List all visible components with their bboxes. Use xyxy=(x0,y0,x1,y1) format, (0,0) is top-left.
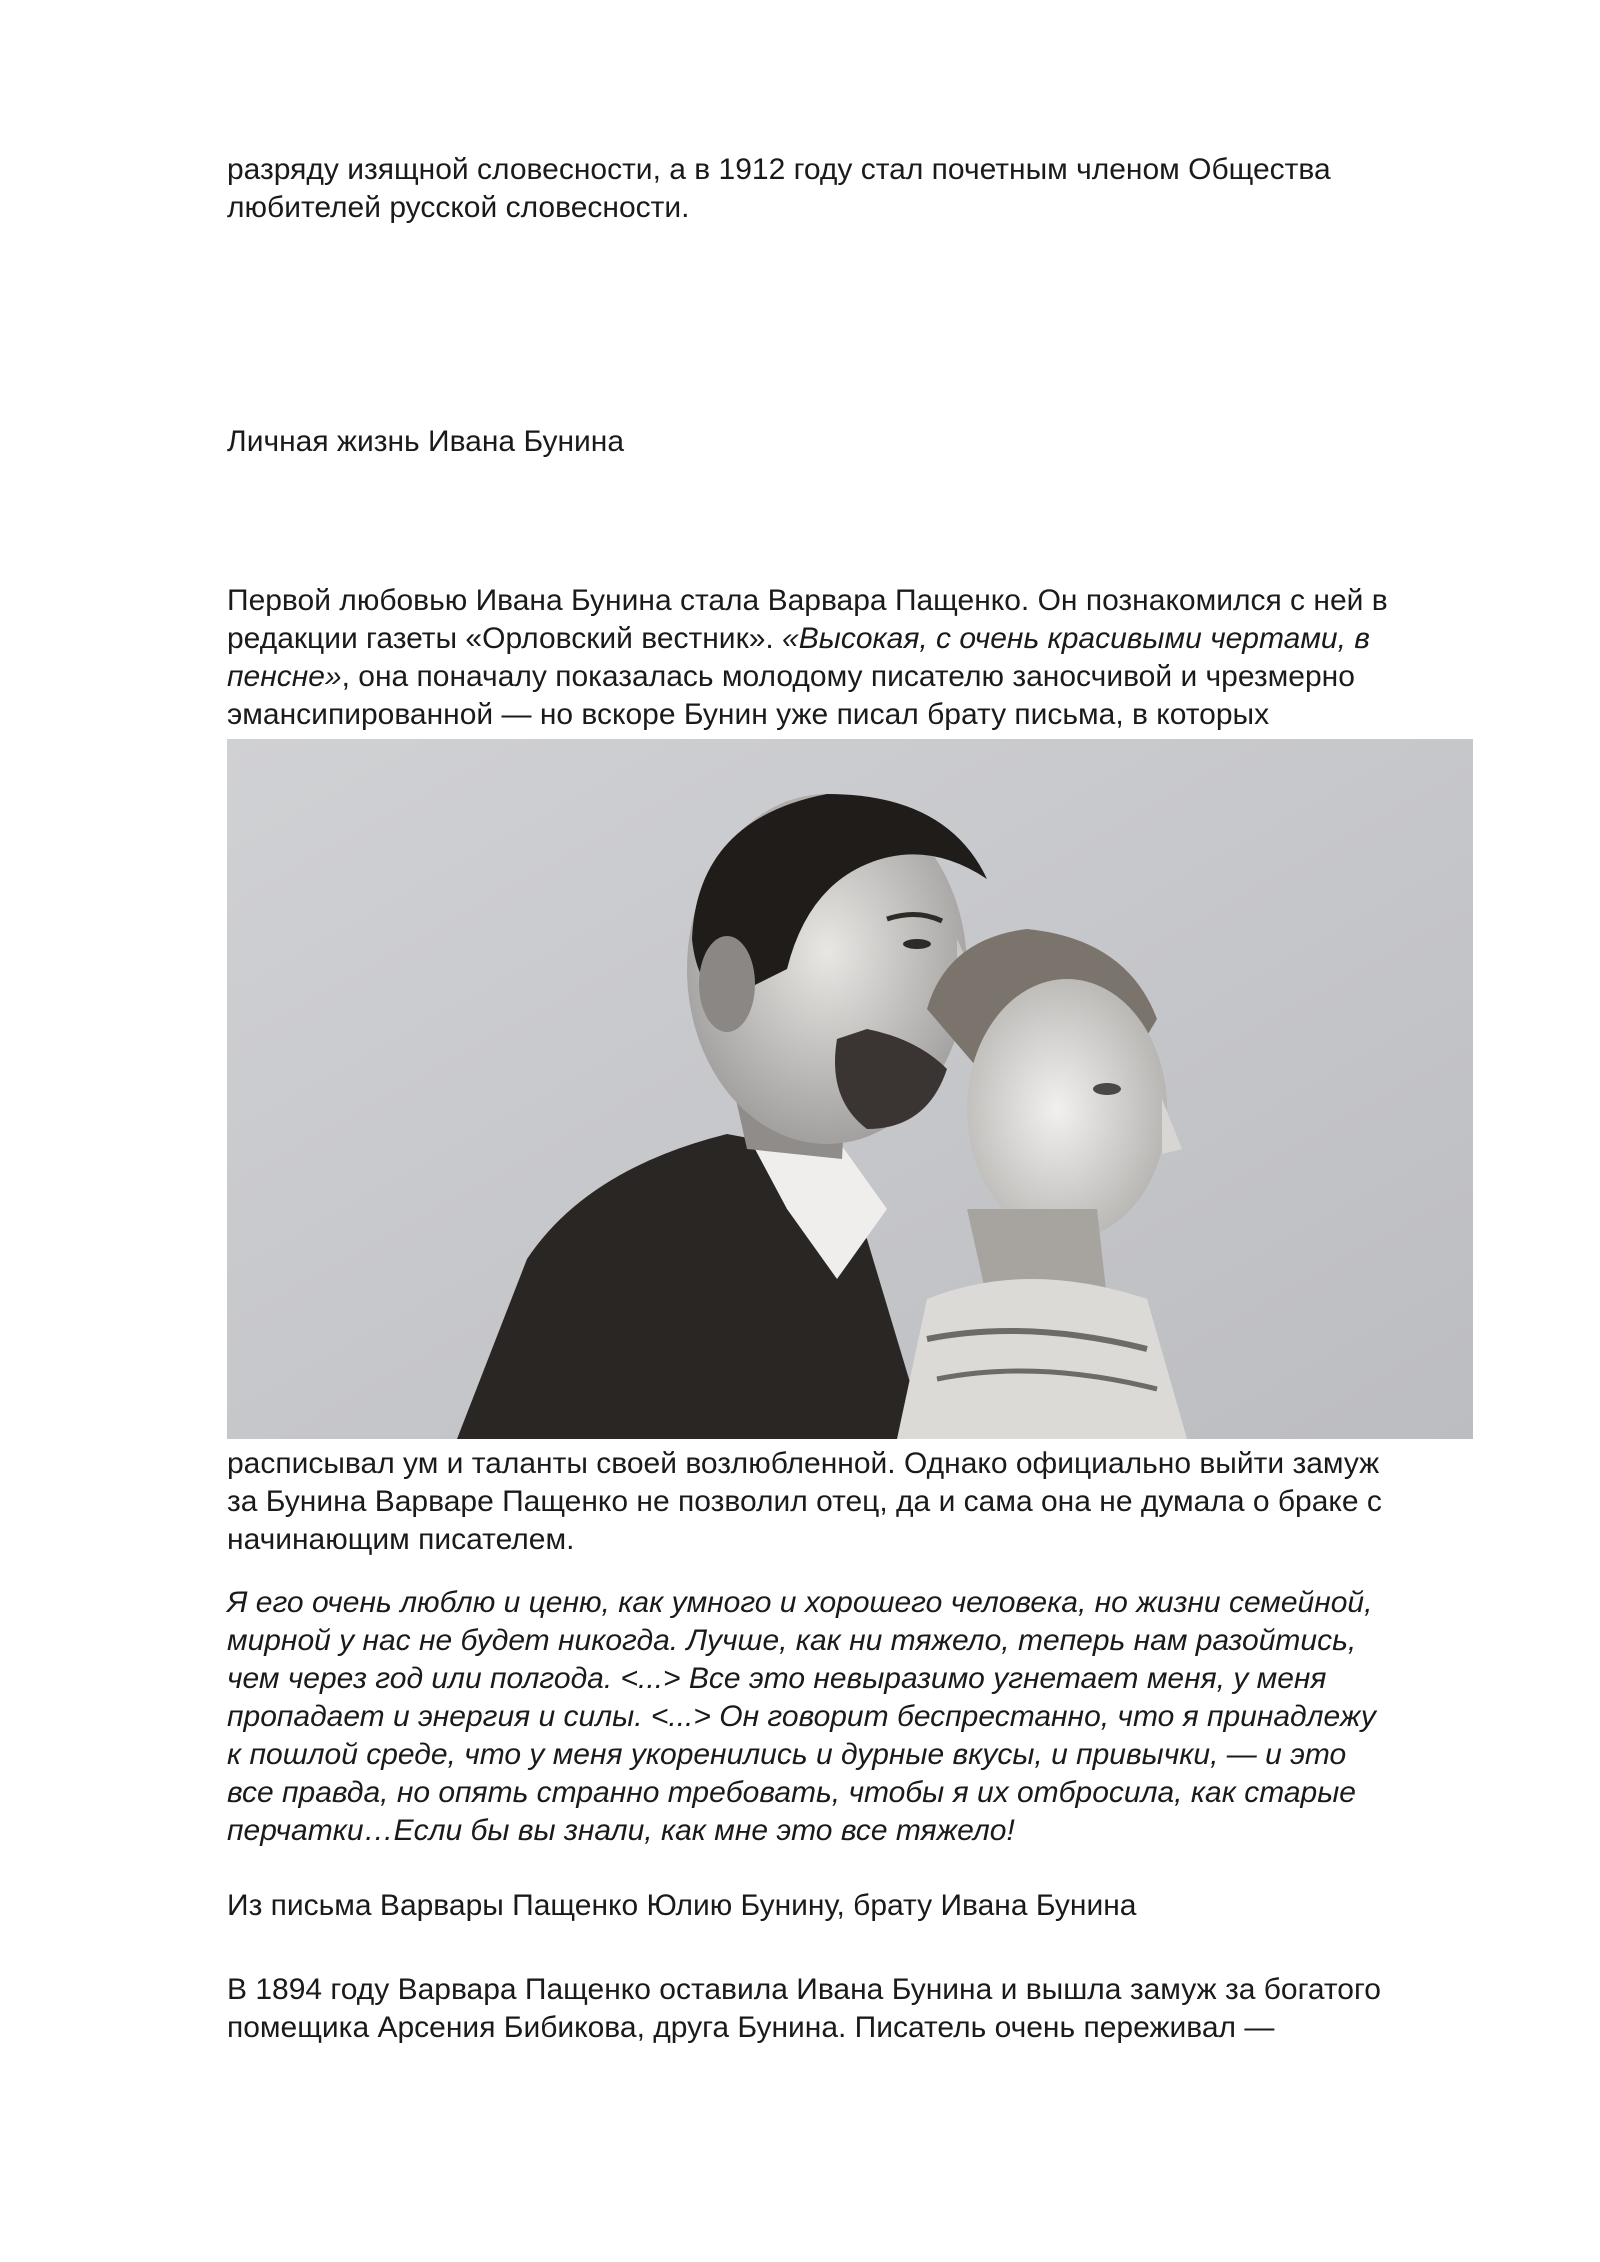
text-line: Первой любовью Ивана Бунина стала Варвара Пащенко. Он познакомился с ней в xyxy=(227,584,1388,617)
quote-line: мирной у нас не будет никогда. Лучше, как ни тяжело, теперь нам разойтись, xyxy=(227,1624,1357,1657)
paragraph-first-love xyxy=(227,582,1473,734)
quote-line: к пошлой среде, что у меня укоренились и дурные вкусы, и привычки, — и это xyxy=(227,1738,1347,1771)
text-line xyxy=(227,658,1473,696)
section-heading: Личная жизнь Ивана Бунина xyxy=(227,425,625,458)
text-line xyxy=(227,620,1473,658)
text-plain: редакции газеты «Орловский вестник». xyxy=(227,622,783,655)
text-plain: , она поначалу показалась молодому писателю заносчивой и чрезмерно xyxy=(341,660,1355,693)
quote-line: Я его очень люблю и ценю, как умного и хорошего человека, но жизни семейной, xyxy=(227,1586,1373,1619)
quote-line: чем через год или полгода. <...> Все это невыразимо угнетает меня, у меня xyxy=(227,1662,1327,1695)
text-line: В 1894 году Варвара Пащенко оставила Ивана Бунина и вышла замуж за богатого xyxy=(227,1973,1381,2006)
portrait-photo-icon xyxy=(227,739,1473,1439)
text-italic: «Высокая, с очень красивыми чертами, в xyxy=(782,622,1370,655)
quote-source: Из письма Варвары Пащенко Юлию Бунину, брату Ивана Бунина xyxy=(227,1889,1137,1922)
quote-line: пропадает и энергия и силы. <...> Он говорит беспрестанно, что я принадлежу xyxy=(227,1700,1376,1733)
text-line: эмансипированной — но вскоре Бунин уже писал брату письма, в которых xyxy=(227,698,1270,731)
text-line: разряду изящной словесности, а в 1912 году стал почетным членом Общества xyxy=(227,153,1331,186)
text-line: за Бунина Варваре Пащенко не позволил отец, да и сама она не думала о браке с xyxy=(227,1485,1382,1518)
paragraph-1894 xyxy=(227,1971,1473,2047)
portrait-photo xyxy=(227,739,1473,1439)
text-line: любителей русской словесности. xyxy=(227,191,690,224)
top-paragraph xyxy=(227,151,1473,227)
text-line: помещика Арсения Бибикова, друга Бунина. Писатель очень переживал — xyxy=(227,2011,1275,2044)
quote-line: перчатки…Если бы вы знали, как мне это все тяжело! xyxy=(227,1814,1015,1847)
text-italic: пенсне» xyxy=(227,660,342,693)
paragraph-continuation xyxy=(227,1445,1473,1559)
quote-line: все правда, но опять странно требовать, чтобы я их отбросила, как старые xyxy=(227,1776,1356,1809)
letter-quote xyxy=(227,1584,1473,1850)
text-line: начинающим писателем. xyxy=(227,1523,575,1556)
text-line: расписывал ум и таланты своей возлюбленной. Однако официально выйти замуж xyxy=(227,1447,1380,1480)
